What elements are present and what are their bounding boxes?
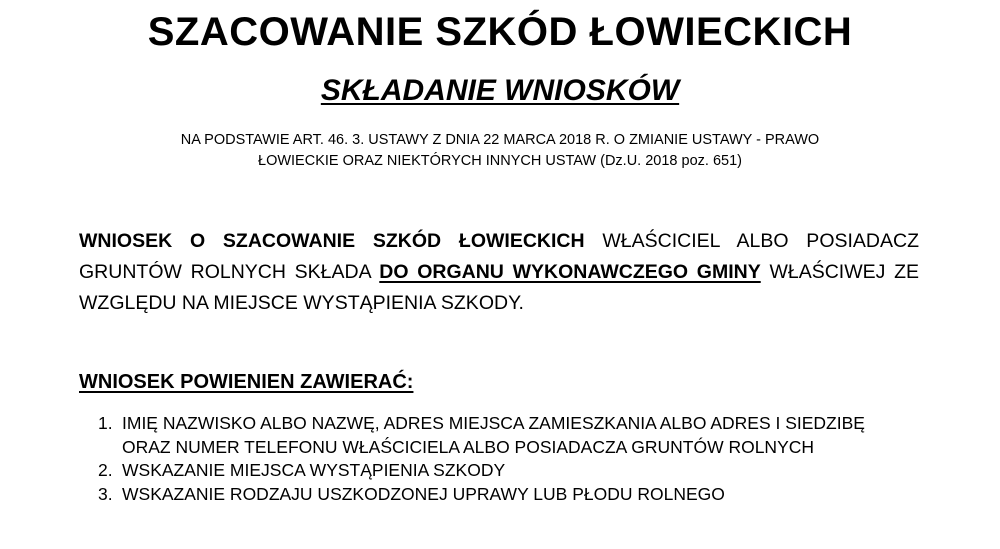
paragraph-bold-lead: WNIOSEK O SZACOWANIE SZKÓD ŁOWIECKICH bbox=[79, 230, 585, 252]
main-paragraph bbox=[79, 226, 919, 319]
list-item bbox=[98, 483, 878, 507]
paragraph-text-2: WŁAŚCIWEJ ZE WZGLĘDU NA MIEJSCE WYSTĄPIENIA SZKODY. bbox=[79, 261, 919, 314]
list-item bbox=[98, 459, 878, 483]
list-item-text: WSKAZANIE RODZAJU USZKODZONEJ UPRAWY LUB PŁODU ROLNEGO bbox=[122, 483, 725, 504]
list-item-number: 3. bbox=[98, 483, 113, 504]
paragraph-underlined-authority: DO ORGANU WYKONAWCZEGO GMINY bbox=[379, 261, 761, 283]
list-item bbox=[98, 412, 878, 459]
document-subtitle: SKŁADANIE WNIOSKÓW bbox=[320, 74, 680, 107]
legal-basis bbox=[100, 130, 900, 172]
list-item-number: 1. bbox=[98, 413, 113, 433]
requirements-list bbox=[98, 412, 878, 506]
paragraph-text-1: WŁAŚCICIEL ALBO POSIADACZ GRUNTÓW ROLNYCH SKŁADA bbox=[79, 230, 919, 283]
list-item-number: 2. bbox=[98, 460, 113, 480]
legal-basis-line-1: NA PODSTAWIE ART. 46. 3. USTAWY Z DNIA 22 MARCA 2018 R. O ZMIANIE USTAWY - PRAWO bbox=[180, 132, 820, 148]
list-item-text: IMIĘ NAZWISKO ALBO NAZWĘ, ADRES MIEJSCA ZAMIESZKANIA ALBO ADRES I SIEDZIBĘ ORAZ NUMER TELEFONU WŁAŚCICIELA ALBO POSIADACZA GRUNTÓW ROLNYCH bbox=[122, 413, 865, 457]
section-heading: WNIOSEK POWIENIEN ZAWIERAĆ: bbox=[79, 371, 414, 393]
list-item-text: WSKAZANIE MIEJSCA WYSTĄPIENIA SZKODY bbox=[122, 460, 506, 480]
document-title: SZACOWANIE SZKÓD ŁOWIECKICH bbox=[147, 10, 853, 54]
legal-basis-line-2: ŁOWIECKIE ORAZ NIEKTÓRYCH INNYCH USTAW (Dz.U. 2018 poz. 651) bbox=[258, 153, 742, 169]
